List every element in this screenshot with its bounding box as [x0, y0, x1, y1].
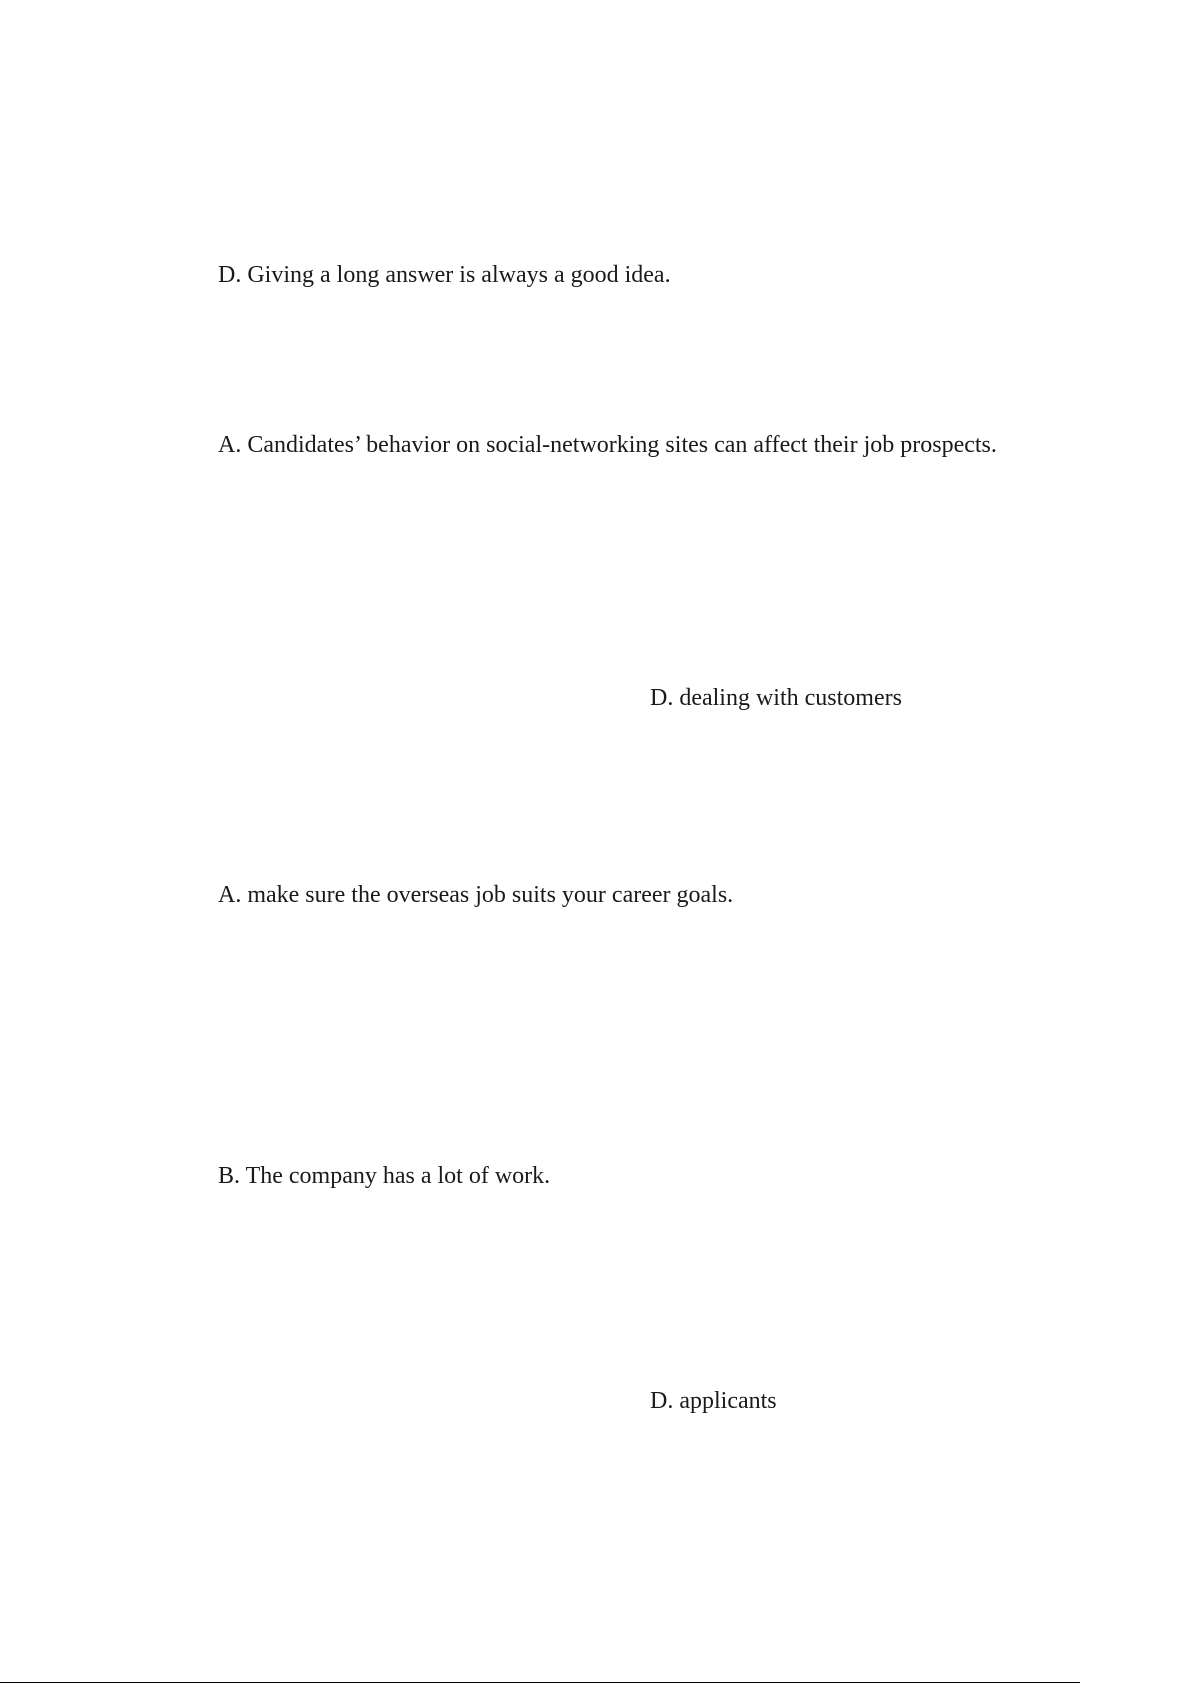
answer-option: A. make sure the overseas job suits your career goals. [218, 882, 734, 908]
answer-option: D. applicants [650, 1388, 777, 1414]
answer-option: D. dealing with customers [650, 685, 902, 711]
answer-option: B. The company has a lot of work. [218, 1163, 551, 1189]
answer-option: A. Candidates’ behavior on social-networking sites can affect their job prospects. [218, 432, 997, 458]
page-bottom-rule [0, 1682, 1080, 1683]
answer-option: D. Giving a long answer is always a good idea. [218, 262, 671, 288]
